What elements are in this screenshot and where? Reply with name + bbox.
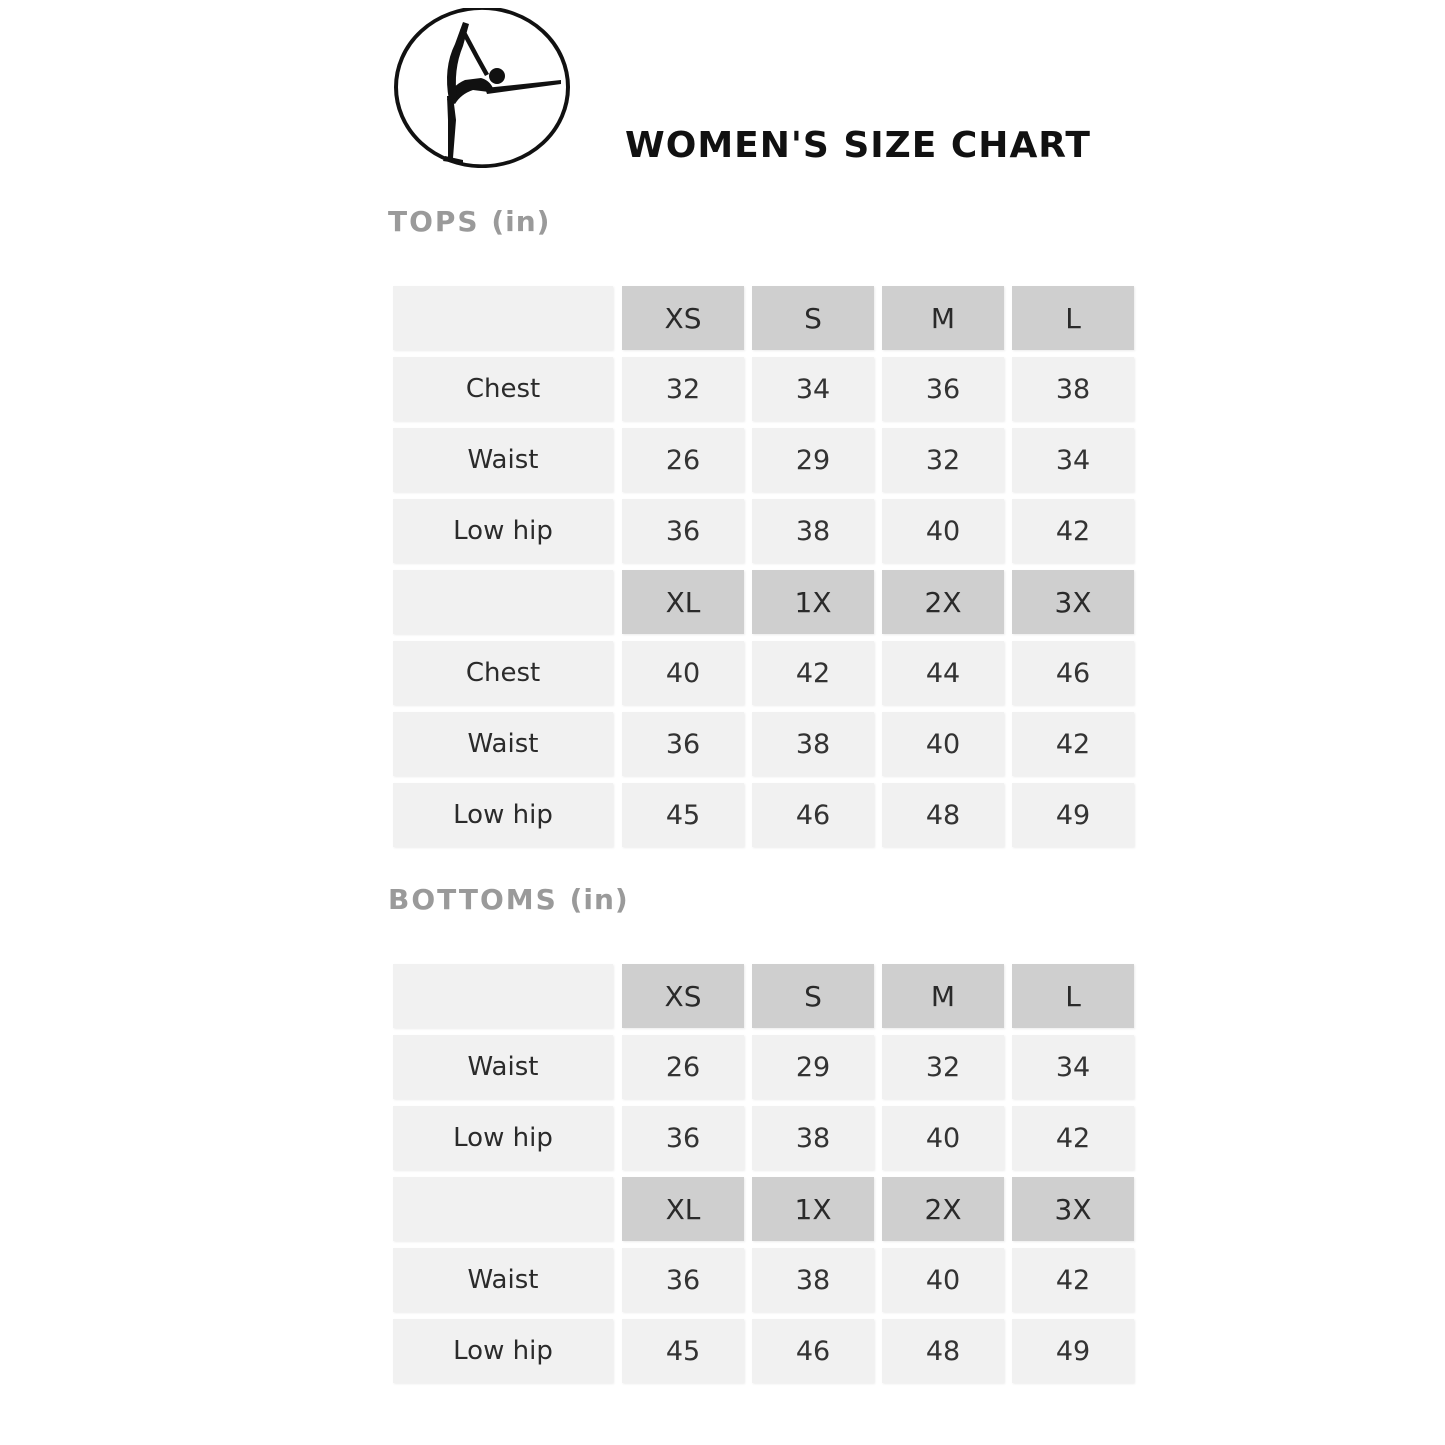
measurement-value: 46 <box>752 1319 874 1383</box>
measurement-row <box>393 357 1135 421</box>
tops-section-name: TOPS <box>388 205 480 238</box>
measurement-value: 32 <box>882 428 1004 492</box>
measurement-value: 36 <box>622 499 744 563</box>
measurement-value: 40 <box>622 641 744 705</box>
measurement-label: Low hip <box>393 1319 613 1383</box>
measurement-value: 42 <box>1012 1248 1134 1312</box>
measurement-value: 40 <box>882 712 1004 776</box>
measurement-label: Low hip <box>393 1106 613 1170</box>
empty-corner-cell <box>393 570 613 634</box>
measurement-value: 32 <box>882 1035 1004 1099</box>
measurement-label: Waist <box>393 1248 613 1312</box>
size-header-cell: 1X <box>752 1177 874 1241</box>
measurement-value: 38 <box>752 1248 874 1312</box>
measurement-value: 48 <box>882 783 1004 847</box>
size-header-cell: 3X <box>1012 570 1134 634</box>
measurement-value: 45 <box>622 783 744 847</box>
measurement-value: 46 <box>1012 641 1134 705</box>
measurement-value: 46 <box>752 783 874 847</box>
measurement-value: 40 <box>882 1106 1004 1170</box>
measurement-value: 42 <box>1012 712 1134 776</box>
measurement-value: 38 <box>752 1106 874 1170</box>
measurement-value: 42 <box>1012 1106 1134 1170</box>
measurement-value: 42 <box>1012 499 1134 563</box>
measurement-value: 26 <box>622 428 744 492</box>
measurement-value: 26 <box>622 1035 744 1099</box>
bottoms-section-unit: (in) <box>569 883 629 916</box>
size-header-cell: XS <box>622 964 744 1028</box>
measurement-label: Low hip <box>393 499 613 563</box>
size-header-cell: L <box>1012 964 1134 1028</box>
bottoms-section-name: BOTTOMS <box>388 883 558 916</box>
measurement-label: Chest <box>393 641 613 705</box>
empty-corner-cell <box>393 1177 613 1241</box>
measurement-row <box>393 641 1135 705</box>
size-header-row <box>393 286 1135 350</box>
size-header-cell: XL <box>622 570 744 634</box>
measurement-value: 44 <box>882 641 1004 705</box>
measurement-value: 34 <box>752 357 874 421</box>
empty-corner-cell <box>393 964 613 1028</box>
measurement-value: 36 <box>622 712 744 776</box>
measurement-value: 36 <box>622 1248 744 1312</box>
size-header-row <box>393 570 1135 634</box>
size-header-cell: S <box>752 964 874 1028</box>
bottoms-section-title <box>388 883 629 916</box>
size-header-cell: XL <box>622 1177 744 1241</box>
measurement-value: 32 <box>622 357 744 421</box>
measurement-row <box>393 1035 1135 1099</box>
measurement-value: 40 <box>882 1248 1004 1312</box>
measurement-label: Waist <box>393 428 613 492</box>
measurement-value: 34 <box>1012 1035 1134 1099</box>
size-header-cell: 2X <box>882 1177 1004 1241</box>
measurement-value: 38 <box>752 712 874 776</box>
page-title: WOMEN'S SIZE CHART <box>625 125 1091 166</box>
measurement-value: 49 <box>1012 1319 1134 1383</box>
measurement-value: 49 <box>1012 783 1134 847</box>
measurement-value: 38 <box>752 499 874 563</box>
measurement-row <box>393 783 1135 847</box>
brand-logo <box>393 8 573 168</box>
size-header-row <box>393 964 1135 1028</box>
measurement-label: Low hip <box>393 783 613 847</box>
measurement-row <box>393 1248 1135 1312</box>
measurement-value: 42 <box>752 641 874 705</box>
measurement-row <box>393 1319 1135 1383</box>
size-header-cell: M <box>882 286 1004 350</box>
size-header-cell: M <box>882 964 1004 1028</box>
measurement-value: 40 <box>882 499 1004 563</box>
tops-section-title <box>388 205 550 238</box>
measurement-value: 45 <box>622 1319 744 1383</box>
measurement-value: 48 <box>882 1319 1004 1383</box>
measurement-value: 34 <box>1012 428 1134 492</box>
size-header-cell: XS <box>622 286 744 350</box>
size-header-cell: S <box>752 286 874 350</box>
size-header-cell: L <box>1012 286 1134 350</box>
size-header-cell: 3X <box>1012 1177 1134 1241</box>
measurement-value: 29 <box>752 1035 874 1099</box>
measurement-value: 29 <box>752 428 874 492</box>
tops-section-unit: (in) <box>491 205 551 238</box>
measurement-row <box>393 499 1135 563</box>
empty-corner-cell <box>393 286 613 350</box>
measurement-label: Waist <box>393 1035 613 1099</box>
measurement-value: 36 <box>622 1106 744 1170</box>
measurement-value: 38 <box>1012 357 1134 421</box>
size-header-cell: 1X <box>752 570 874 634</box>
size-header-cell: 2X <box>882 570 1004 634</box>
size-header-row <box>393 1177 1135 1241</box>
measurement-row <box>393 428 1135 492</box>
measurement-label: Chest <box>393 357 613 421</box>
tops-size-table <box>393 286 1135 854</box>
bottoms-size-table <box>393 964 1135 1390</box>
measurement-label: Waist <box>393 712 613 776</box>
measurement-value: 36 <box>882 357 1004 421</box>
yoga-pose-icon <box>393 8 573 168</box>
measurement-row <box>393 712 1135 776</box>
measurement-row <box>393 1106 1135 1170</box>
